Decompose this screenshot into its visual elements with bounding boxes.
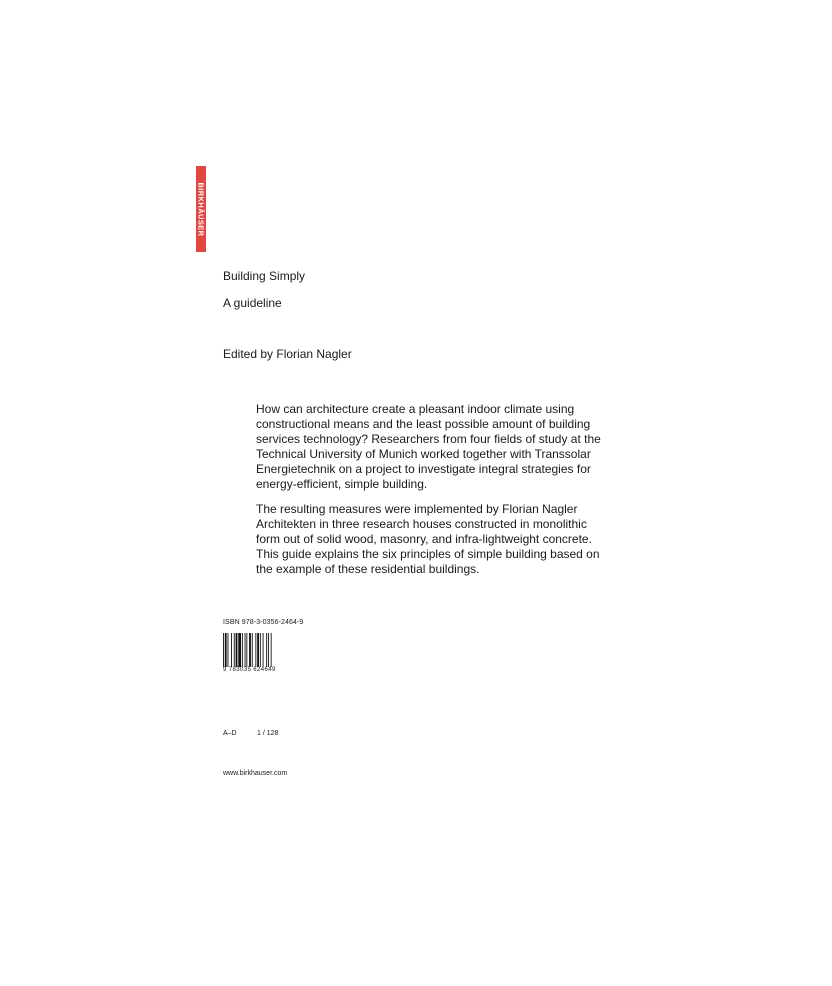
barcode-bar [249, 633, 251, 667]
barcode-bar [266, 633, 267, 667]
barcode-bar [257, 633, 259, 667]
barcode-bar [252, 633, 253, 667]
back-cover-blurb [256, 402, 601, 588]
barcode-bar [234, 633, 235, 667]
barcode-bar [263, 633, 264, 667]
barcode-bar [246, 633, 247, 667]
barcode-digits: 9 783035 624649 [223, 667, 276, 673]
publisher-website: www.birkhauser.com [223, 770, 288, 777]
sales-region: A–D [223, 730, 237, 737]
barcode-icon [223, 633, 291, 667]
barcode-bar [223, 633, 224, 667]
publisher-logo [196, 166, 206, 252]
barcode-bar [238, 633, 241, 667]
publisher-logo-text: BIRKHÄUSER [196, 181, 206, 237]
barcode-bar [231, 633, 232, 667]
book-title: Building Simply [223, 269, 306, 283]
blurb-paragraph-2: The resulting measures were implemented by Florian Nagler Architekten in three research houses constructed in monolithic form out of solid wood, masonry, and infra-lightweight concrete. This guide explains the six principles of simple building based on the example of these residential buildings. [256, 502, 600, 577]
book-subtitle: A guideline [223, 296, 282, 310]
page-count: 1 / 128 [257, 730, 279, 737]
barcode-bar [268, 633, 269, 667]
blurb-paragraph-1: How can architecture create a pleasant indoor climate using constructional means and the least possible amount of building services technology? Researchers from four fields of study at the Technical University of Munich worked together with Transsolar Energietechnik on a project to investigate integral strategies for energy-efficient, simple building. [256, 402, 601, 491]
barcode-bar [236, 633, 238, 667]
barcode-bar [255, 633, 256, 667]
barcode-bar [225, 633, 227, 667]
barcode-bar [242, 633, 243, 667]
barcode-bar [245, 633, 246, 667]
barcode-bar [228, 633, 229, 667]
barcode-bar [271, 633, 272, 667]
book-editor: Edited by Florian Nagler [223, 347, 352, 361]
barcode-bar [260, 633, 261, 667]
isbn-label: ISBN 978-3-0356-2464-9 [223, 619, 304, 626]
